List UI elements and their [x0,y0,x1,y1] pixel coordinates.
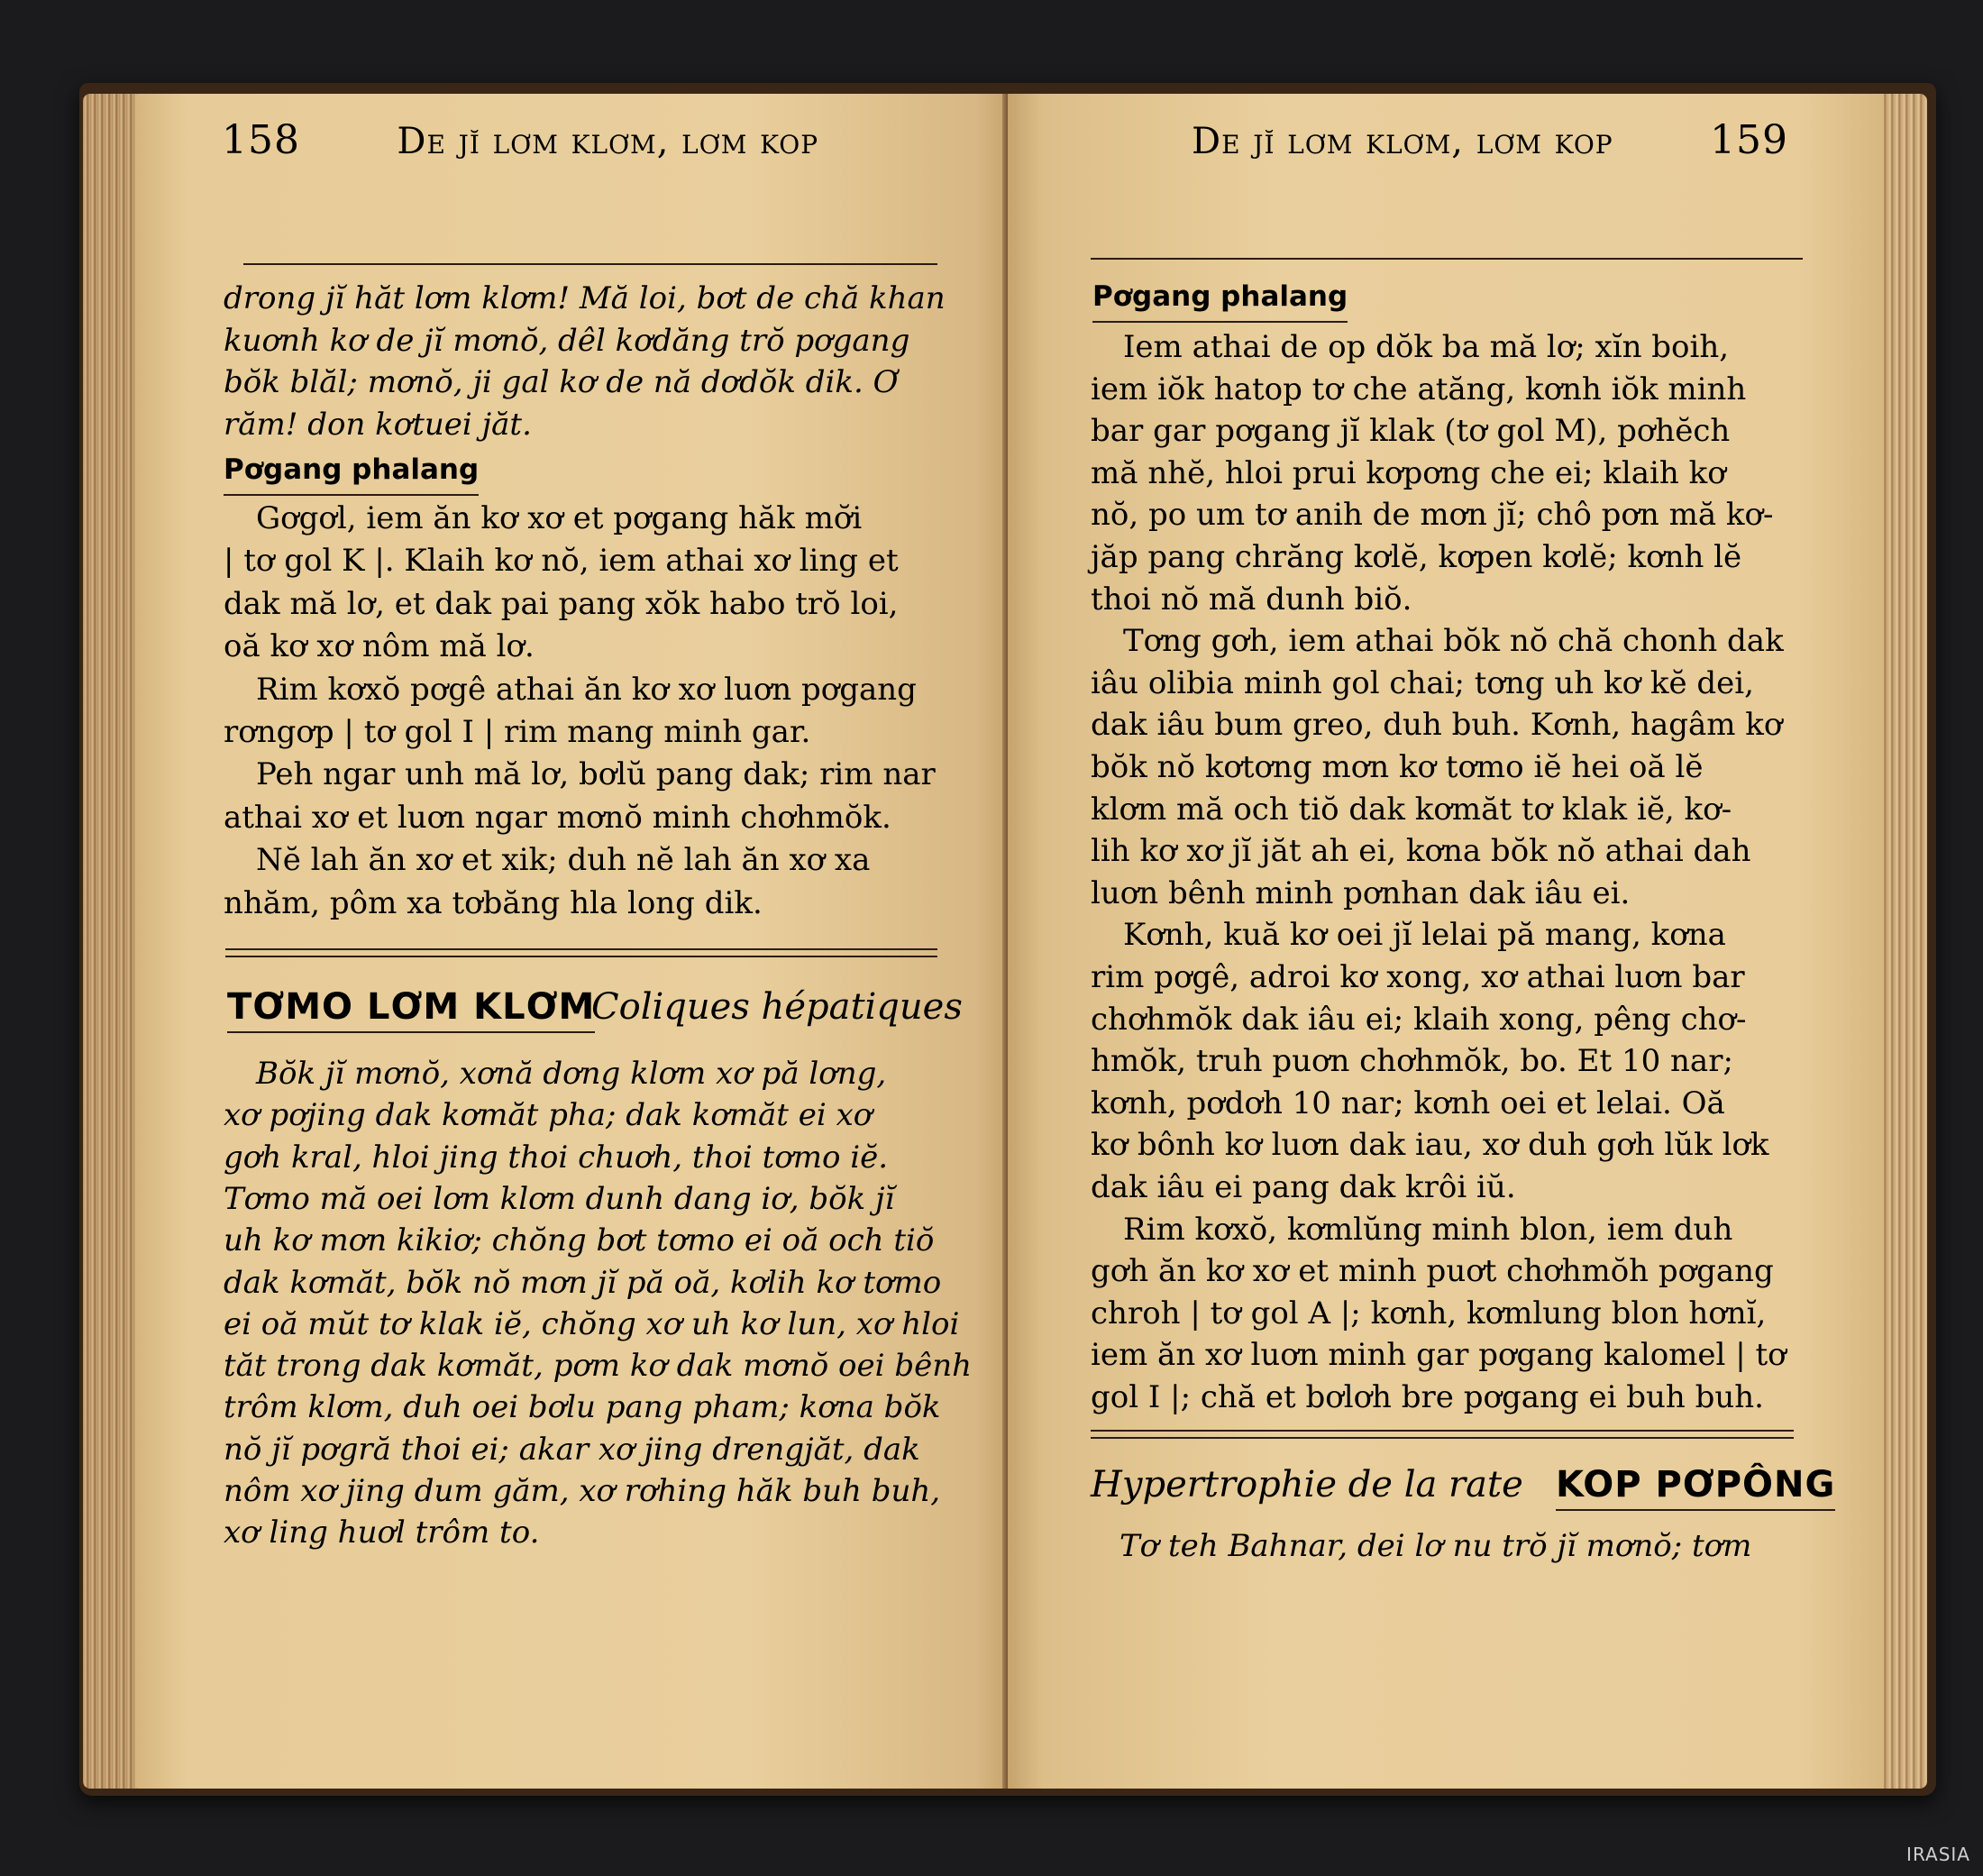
text-line: drong jĭ hăt lơm klơm! Mă loi, bơt de chă khan [224,280,946,316]
text-line: dak kơmăt, bŏk nŏ mơn jĭ pă oă, kơlih kơ tơmo [224,1264,942,1301]
text-line: mă nhĕ, hloi prui kơpơng che ei; klaih kơ [1091,454,1726,491]
text-line: Rim kơxŏ pơgê athai ăn kơ xơ luơn pơgang [256,671,917,708]
text-line: Peh ngar unh mă lơ, bơlŭ pang dak; rim nar [256,756,936,793]
text-line: dak iâu ei pang dak krôi iŭ. [1091,1169,1516,1205]
text-line: | tơ gol K |. Klaih kơ nŏ, iem athai xơ ling et [224,543,899,580]
text-line: gơh ăn kơ xơ et minh puơt chơhmŏh pơgang [1091,1253,1774,1290]
running-head: De jĭ lơm klơm, lơm kop [1192,121,1613,162]
text-line: xơ pơjing dak kơmăt pha; dak kơmăt ei xơ [224,1097,873,1134]
subheading: Pơgang phalang [1092,276,1348,323]
text-line: jăp pang chrăng kơlĕ, kơpen kơlĕ; kơnh lĕ [1091,539,1742,575]
section-title-fr: Coliques hépatiques [591,986,963,1028]
text-line: kơnh, pơdơh 10 nar; kơnh oei et lelai. Oă [1091,1084,1725,1121]
header-rule [1091,258,1803,260]
subheading: Pơgang phalang [224,449,479,496]
text-line: nŏ, po um tơ anih de mơn jĭ; chô pơn mă kơ- [1091,497,1774,534]
text-line: gol I |; chă et bơlơh bre pơgang ei buh buh. [1091,1379,1764,1415]
text-line: hmŏk, truh puơn chơhmŏk, bo. Et 10 nar; [1091,1043,1733,1080]
text-line: dak mă lơ, et dak pai pang xŏk habo trŏ loi, [224,585,899,622]
header-rule [243,263,937,265]
text-line: chơhmŏk dak iâu ei; klaih xong, pêng chơ- [1091,1001,1747,1038]
section-rule [225,948,937,950]
text-line: bar gar pơgang jĭ klak (tơ gol M), pơhĕch [1091,413,1731,450]
text-line: tăt trong dak kơmăt, pơm kơ dak mơnŏ oei bênh [224,1348,973,1385]
text-line: lih kơ xơ jĭ jăt ah ei, kơna bŏk nŏ athai dah [1091,833,1751,870]
right-header [1192,117,1788,163]
text-line: chroh | tơ gol A |; kơnh, kơmlung blon hơnĭ, [1091,1295,1767,1332]
text-line: xơ ling huơl trôm to. [224,1515,540,1551]
text-line: klơm mă och tiŏ dak kơmăt tơ klak iĕ, kơ- [1091,791,1732,828]
text-line: nôm xơ jing dum găm, xơ rơhing hăk buh buh, [224,1473,941,1509]
text-line: thoi nŏ mă dunh biŏ. [1091,581,1412,618]
page-number: 159 [1710,117,1789,163]
text-line: uh kơ mơn kikiơ; chŏng bơt tơmo ei oă och tiŏ [224,1222,935,1259]
text-line: iem ăn xơ luơn minh gar pơgang kalomel | tơ [1091,1337,1787,1374]
page-edges-right [1880,94,1927,1789]
text-line: Rim kơxŏ, kơmlŭng minh blon, iem duh [1123,1211,1733,1248]
text-line: Tơ teh Bahnar, dei lơ nu trŏ jĭ mơnŏ; tơm [1119,1528,1752,1564]
section-rule [1091,1430,1794,1432]
text-line: ei oă mŭt tơ klak iĕ, chŏng xơ uh kơ lun, xơ hloi [224,1305,960,1342]
text-line: rơngơp | tơ gol I | rim mang minh gar. [224,714,811,750]
text-line: kơ bônh kơ luơn dak iau, xơ duh gơh lŭk lơk [1091,1127,1769,1164]
text-line: trôm klơm, duh oei bơlu pang pham; kơna bŏk [224,1389,941,1426]
section-title: KOP PƠPÔNG [1556,1464,1835,1511]
text-line: Tơng gơh, iem athai bŏk nŏ chă chonh dak [1123,623,1784,660]
text-line: Bŏk jĭ mơnŏ, xơnă dơng klơm xơ pă lơng, [256,1056,887,1092]
text-line: gơh kral, hloi jing thoi chuơh, thoi tơmo iĕ. [224,1139,889,1176]
text-line: Iem athai de op dŏk ba mă lơ; xĭn boih, [1123,329,1730,365]
section-title: TƠMO LƠM KLƠM [227,986,595,1033]
section-title-fr: Hypertrophie de la rate [1091,1464,1523,1505]
text-line: bŏk blăl; mơnŏ, ji gal kơ de nă dơdŏk dik. Ơ [224,364,899,400]
text-line: iâu olibia minh gol chai; tơng uh kơ kĕ dei, [1091,664,1754,701]
watermark: IRASIA [1906,1844,1970,1865]
text-line: nhăm, pôm xa tơbăng hla long dik. [224,884,763,921]
text-line: iem iŏk hatop tơ che atăng, kơnh iŏk minh [1091,371,1747,407]
text-line: athai xơ et luơn ngar mơnŏ minh chơhmŏk. [224,799,891,836]
text-line: bŏk nŏ kơtơng mơn kơ tơmo iĕ hei oă lĕ [1091,749,1704,785]
running-head: De jĭ lơm klơm, lơm kop [397,121,819,162]
text-line: kuơnh kơ de jĭ mơnŏ, dêl kơdăng trŏ pơgang [224,322,910,359]
left-header [222,117,818,163]
text-line: rim pơgê, adroi kơ xong, xơ athai luơn bar [1091,959,1745,995]
text-line: Nĕ lah ăn xơ et xik; duh nĕ lah ăn xơ xa [256,842,871,879]
text-line: luơn bênh minh pơnhan dak iâu ei. [1091,874,1631,911]
text-line: nŏ jĭ pơgră thoi ei; akar xơ jing drengjăt, dak [224,1431,920,1468]
page-number: 158 [222,117,300,163]
text-line: oă kơ xơ nôm mă lơ. [224,628,535,665]
text-line: răm! don kơtuei jăt. [224,406,532,443]
text-line: Gơgơl, iem ăn kơ xơ et pơgang hăk mơ̆i [256,500,863,536]
text-line: dak iâu bum greo, duh buh. Kơnh, hagâm kơ [1091,707,1783,744]
text-line: Kơnh, kuă kơ oei jĭ lelai pă mang, kơna [1123,917,1726,954]
text-line: Tơmo mă oei lơm klơm dunh dang iơ, bŏk jĭ [224,1180,895,1217]
